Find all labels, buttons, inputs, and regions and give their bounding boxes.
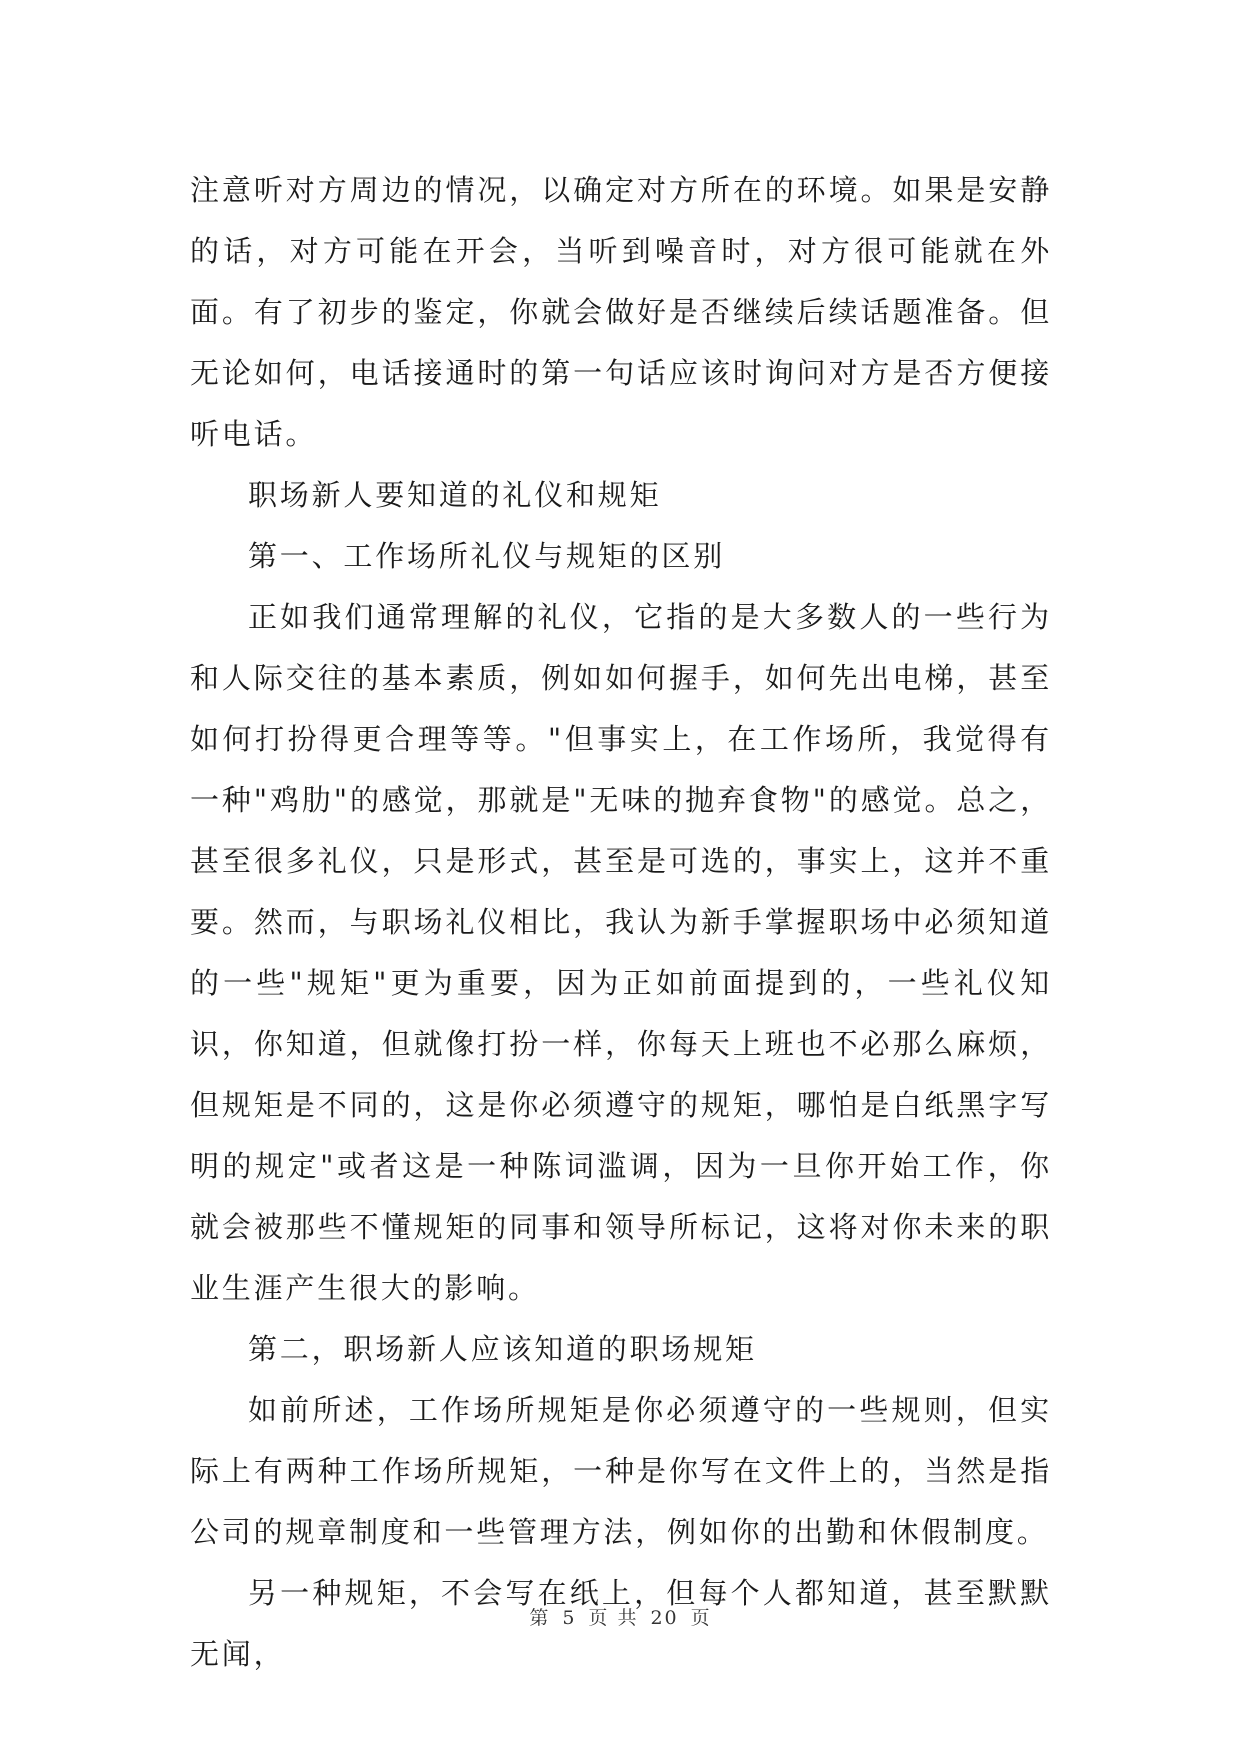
footer-current-page: 5 — [562, 1607, 577, 1629]
document-body — [190, 160, 1052, 1685]
paragraph-unwritten-rules: 另一种规矩，不会写在纸上，但每个人都知道，甚至默默无闻， — [190, 1576, 1052, 1671]
footer-middle: 页 共 — [588, 1607, 639, 1629]
footer-total-pages: 20 — [650, 1607, 679, 1629]
section-title: 职场新人要知道的礼仪和规矩 — [248, 478, 662, 512]
paragraph-phone-etiquette: 注意听对方周边的情况，以确定对方所在的环境。如果是安静的话，对方可能在开会，当听到噪音时，对方很可能就在外面。有了初步的鉴定，你就会做好是否继续后续话题准备。但无论如何，电话接通时的第一句话应该时询问对方是否方便接听电话。 — [190, 173, 1052, 451]
paragraph-written-rules: 如前所述，工作场所规矩是你必须遵守的一些规则，但实际上有两种工作场所规矩，一种是你写在文件上的，当然是指公司的规章制度和一些管理方法，例如你的出勤和休假制度。 — [190, 1393, 1052, 1549]
heading-first: 第一、工作场所礼仪与规矩的区别 — [248, 539, 726, 573]
page-footer — [0, 1603, 1241, 1630]
footer-prefix: 第 — [529, 1607, 551, 1629]
heading-second: 第二，职场新人应该知道的职场规矩 — [248, 1332, 757, 1366]
paragraph-etiquette-vs-rules: 正如我们通常理解的礼仪，它指的是大多数人的一些行为和人际交往的基本素质，例如如何握手，如何先出电梯，甚至如何打扮得更合理等等。"但事实上，在工作场所，我觉得有一种"鸡肋"的感觉，那就是"无味的抛弃食物"的感觉。总之，甚至很多礼仪，只是形式，甚至是可选的，事实上，这并不重要。然而，与职场礼仪相比，我认为新手掌握职场中必须知道的一些"规矩"更为重要，因为正如前面提到的，一些礼仪知识，你知道，但就像打扮一样，你每天上班也不必那么麻烦，但规矩是不同的，这是你必须遵守的规矩，哪怕是白纸黑字写明的规定"或者这是一种陈词滥调，因为一旦你开始工作，你就会被那些不懂规矩的同事和领导所标记，这将对你未来的职业生涯产生很大的影响。 — [190, 600, 1052, 1305]
footer-suffix: 页 — [690, 1607, 712, 1629]
